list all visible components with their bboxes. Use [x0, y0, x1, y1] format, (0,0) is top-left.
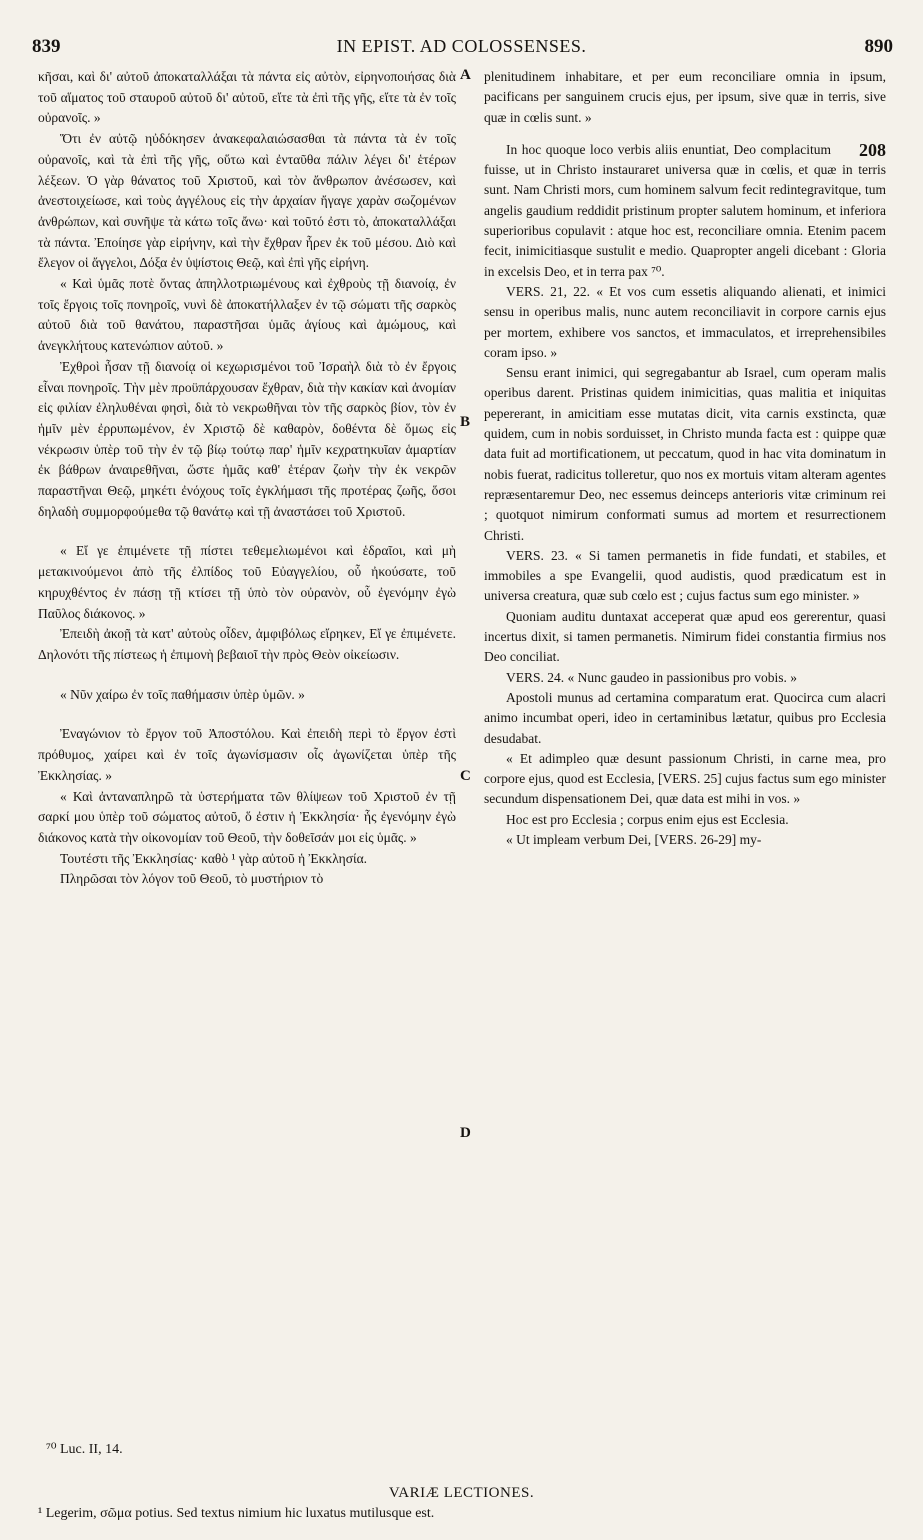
latin-paragraph: VERS. 21, 22. « Et vos cum essetis aliquando alienati, et inimici sensu in operibus malis, nunc autem reconciliavit in corpore carnis ejus per mortem, exhibere vos sanctos, et immaculatos, et irreprehensibiles coram ipso. » [484, 283, 886, 360]
greek-paragraph: « Καὶ ἀνταναπληρῶ τὰ ὑστερήματα τῶν θλίψεων τοῦ Χριστοῦ ἐν τῇ σαρκί μου ὑπὲρ τοῦ σώματος αὐτοῦ, ὅ ἐστιν ἡ Ἐκκλησία· ἧς ἐγενόμην ἐγὼ διάκονος κατὰ τὴν οἰκονομίαν τοῦ Θεοῦ, τὴν δοθεῖσάν μοι εἰς ὑμᾶς. » [38, 788, 456, 845]
footnote: ⁷⁰ Luc. II, 14. [46, 1442, 123, 1457]
column-marker-b: B [460, 414, 471, 430]
greek-column [38, 67, 456, 890]
greek-paragraph: Τουτέστι τῆς Ἐκκλησίας· καθὸ ¹ γὰρ αὐτοῦ ἡ Ἐκκλησία. [60, 850, 368, 866]
running-title: IN EPIST. AD COLOSSENSES. [336, 36, 587, 56]
greek-paragraph: κῆσαι, καὶ δι' αὐτοῦ ἀποκαταλλάξαι τὰ πάντα εἰς αὐτὸν, εἰρηνοποιήσας διὰ τοῦ αἵματος τοῦ σταυροῦ αὐτοῦ δι' αὐτοῦ, εἴτε τὰ ἐπὶ τῆς γῆς, εἴτε τὰ ἐν τοῖς οὐρανοῖς. » [38, 69, 456, 126]
variae-lectiones-text: ¹ Legerim, σῶμα potius. Sed textus nimium hic luxatus mutilusque est. [38, 1506, 435, 1521]
greek-paragraph: Πληρῶσαι τὸν λόγον τοῦ Θεοῦ, τὸ μυστήριον τὸ [60, 871, 324, 887]
latin-paragraph: Apostoli munus ad certamina comparatum erat. Quocirca cum alacri animo incumbat operi, ideo in certaminibus lætatur, quibus pro Ecclesia desudabat. [484, 689, 886, 746]
latin-paragraph: Hoc est pro Ecclesia ; corpus enim ejus est Ecclesia. [506, 811, 789, 827]
column-marker-a: A [460, 67, 471, 83]
page-header [0, 36, 923, 60]
latin-paragraph: « Ut impleam verbum Dei, [VERS. 26-29] my- [506, 831, 762, 847]
greek-paragraph: « Καὶ ὑμᾶς ποτὲ ὄντας ἀπηλλοτριωμένους καὶ ἐχθροὺς τῇ διανοίᾳ, ἐν τοῖς ἔργοις τοῖς πονηροῖς, νυνὶ δὲ ἀποκατήλλαξεν ἐν τῷ σώματι τῆς σαρκὸς αὐτοῦ διὰ τοῦ θανάτου, παραστῆσαι ὑμᾶς ἁγίους καὶ ἀμώμους, καὶ ἀνεγκλήτους κατενώπιον αὐτοῦ. » [38, 276, 456, 354]
marginal-number-208: 208 [859, 139, 886, 160]
latin-paragraph: « Et adimpleo quæ desunt passionum Christi, in carne mea, pro corpore ejus, quod est Ecclesia, [VERS. 25] cujus factus sum ego minister secundum dispensationem Dei, quæ data est mihi in vos. » [484, 750, 886, 807]
latin-paragraph: Sensu erant inimici, qui segregabantur ab Israel, cum operam malis operibus darent. Pristinas quidem inimicitias, quas malitia et iniquitas pepererant, in amicitiam esse mutatas dicit, vita carnis exstincta, quæ quidem, cum in nobis sorduisset, in Christo munda facta est : quippe quæ data fuit ad mortificationem, ut peccatum, quod in hac vita dominatum in nobis fuerat, radicitus tolleretur, quo nos ex mortuis vitam alteram agentes repræsentaremur Deo, nec essemus deinceps anterioris vitæ criminum rei ; quotquot nimirum conformati sumus ad mortem et resurrectionem Christi. [484, 365, 886, 543]
latin-paragraph: Quoniam auditu duntaxat acceperat quæ apud eos gererentur, quasi incertus dixit, si tamen permanetis. Nimirum fidei constantia firmius nos Deo conciliat. [484, 608, 886, 665]
greek-paragraph: Ἐπειδὴ ἀκοῇ τὰ κατ' αὐτοὺς οἶδεν, ἀμφιβόλως εἴρηκεν, Εἴ γε ἐπιμένετε. Δηλονότι τῆς πίστεως ἡ ἐπιμονὴ βεβαιοῖ τὴν πρὸς Θεὸν οἰκείωσιν. [38, 626, 456, 662]
greek-paragraph: « Νῦν χαίρω ἐν τοῖς παθήμασιν ὑπὲρ ὑμῶν. » [60, 686, 305, 702]
variae-lectiones-title: VARIÆ LECTIONES. [388, 1485, 535, 1501]
greek-paragraph: « Εἴ γε ἐπιμένετε τῇ πίστει τεθεμελιωμένοι καὶ ἑδραῖοι, καὶ μὴ μετακινούμενοι ἀπὸ τῆς ἐλπίδος τοῦ Εὐαγγελίου, οὗ ἠκούσατε, τοῦ κηρυχθέντος ἐν πάσῃ τῇ κτίσει τῇ ὑπὸ τὸν οὐρανὸν, οὗ ἐγενόμην ἐγὼ Παῦλος διάκονος. » [38, 543, 456, 621]
latin-paragraph: 208 In hoc quoque loco verbis aliis enuntiat, Deo complacitum fuisse, ut in Christo instauraret universa quæ in cœlis, et quæ in terris sunt. Nam Christi mors, cum hominem salvum fecit redintegravitque, tum angelis gaudium reddidit pristinum propter salutem hominum, et inferiora superioribus copulavit : atque hoc est, reconciliare omnia. Etenim pacem fecit, inimicitiasque sustulit e medio. Quapropter angeli dicebant : Gloria in excelsis Deo, et in terra pax ⁷⁰. [484, 139, 886, 279]
page-number-right: 890 [864, 36, 893, 57]
column-marker-d: D [460, 1125, 471, 1141]
greek-paragraph: Ὅτι ἐν αὐτῷ ηὐδόκησεν ἀνακεφαλαιώσασθαι τὰ πάντα τὰ ἐν τοῖς οὐρανοῖς, καὶ τὰ ἐπὶ τῆς γῆς, οὕτω καὶ ἐνταῦθα πάλιν λέγει δι' ἑτέρων λέξεων. Ὁ γὰρ θάνατος τοῦ Χριστοῦ, καὶ τὸν ἄνθρωπον ἀνέσωσεν, καὶ ἀνεστοιχείωσε, καὶ τοὺς ἀγγέλους εἰς τὴν ἀρχαίαν ἤγαγε χαρὰν σωζομένων ἀνθρώπων, καὶ συνῆψε τὰ κάτω τοῖς ἄνω· καὶ τοῦτό ἐστι τὸ, ἀποκαταλλάξαι τὰ πάντα. Ἐποίησε γὰρ εἰρήνην, καὶ τὴν ἔχθραν ἦρεν ἐκ τοῦ μέσου. Διὸ καὶ ἔλεγον οἱ ἄγγελοι, Δόξα ἐν ὑψίστοις Θεῷ, καὶ ἐπὶ γῆς εἰρήνη. [38, 131, 456, 271]
latin-column [484, 67, 886, 850]
latin-paragraph: VERS. 23. « Si tamen permanetis in fide fundati, et stabiles, et immobiles a spe Evangelii, quod audistis, quod prædicatum est in universa creatura, quæ sub cœlo est ; cujus factus sum ego minister. » [484, 547, 886, 604]
latin-paragraph: plenitudinem inhabitare, et per eum reconciliare omnia in ipsum, pacificans per sanguinem crucis ejus, per ipsum, sive quæ in terris, sive quæ in cœlis sunt. » [484, 69, 886, 125]
greek-paragraph: Ἐναγώνιον τὸ ἔργον τοῦ Ἀποστόλου. Καὶ ἐπειδὴ περὶ τὸ ἔργον ἐστὶ πρόθυμος, χαίρει καὶ ἐν τοῖς ἀγωνίσμασιν οἷς ἀγωνίζεται ὑπὲρ τῆς Ἐκκλησίας. » [38, 726, 456, 783]
latin-paragraph: VERS. 24. « Nunc gaudeo in passionibus pro vobis. » [506, 669, 797, 685]
column-marker-c: C [460, 768, 471, 784]
greek-paragraph: Ἐχθροὶ ἦσαν τῇ διανοίᾳ οἱ κεχωρισμένοι τοῦ Ἰσραὴλ διὰ τὸ ἐν ἔργοις εἶναι πονηροῖς. Τὴν μὲν προϋπάρχουσαν ἔχθραν, διὰ τὴν κακίαν καὶ ἀνομίαν εἰς φιλίαν ἐληλυθέναι φησὶ, διὰ τὸ νεκρωθῆναι τὸν τῆς σαρκὸς βίον, τὸν ἐν ἡμῖν μὲν ἐρρυπωμένον, ἐν Χριστῷ δὲ καθαρὸν, δοθέντα δὲ ὅμως εἰς νέκρωσιν ὑπὲρ τοῦ τὴν ἐν τῷ βίῳ τούτῳ παρ' ἡμῖν κεχρατηκυῖαν ἁμαρτίαν ἐκ βάθρων ἀναιρεθῆναι, ὥστε ἡμᾶς καθ' ἑτέραν ζωὴν τὴν ἐκ νεκρῶν παραστῆναι Θεῷ, μηκέτι ἐνόχους τοῖς ἐγκλήμασι τῆς προτέρας ζωῆς, ὅσοι δηλαδὴ συμμορφούμεθα τῷ θανάτῳ καὶ τῇ ἀναστάσει τοῦ Χριστοῦ. [38, 358, 456, 519]
page-number-left: 839 [32, 36, 61, 57]
